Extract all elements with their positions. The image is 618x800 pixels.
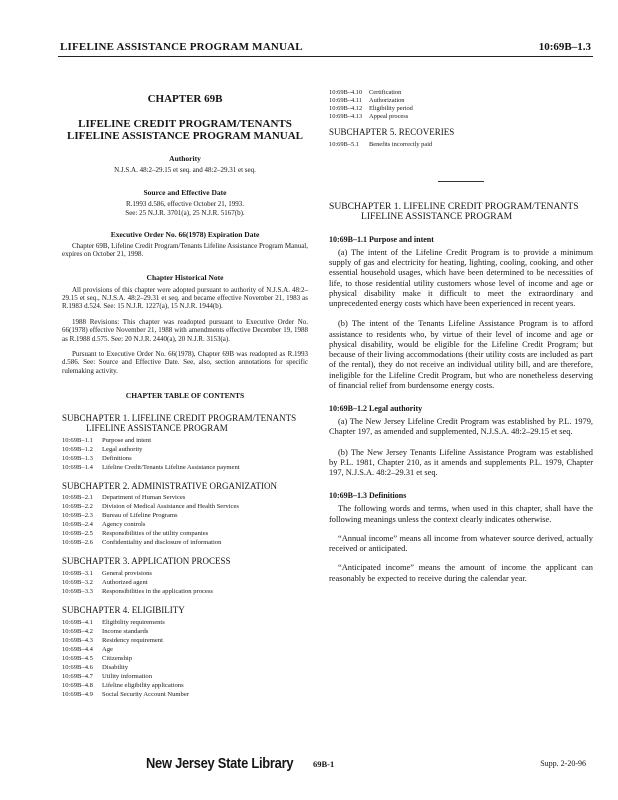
toc-subchapter-title: SUBCHAPTER 5. RECOVERIES [329,127,455,137]
authority-heading: Authority [169,153,201,163]
toc-entry-title: Certification [369,89,402,96]
toc-entry-number: 10:69B–5.1 [329,140,360,148]
toc-entry[interactable] [62,502,308,511]
toc-entry[interactable] [62,627,308,636]
toc-entry-title: Disability [102,663,129,671]
body-paragraph: (a) The intent of the Lifeline Credit Program is to provide a minimum supply of gas and electricity for heating, lighting, cooling, cooking, and other essential household usages, which have been determined to be necessities of life, to those residential utility customers whose level of income and age or physical disability make it difficult to meet the extraordinary and unprecedented energy costs which have been experienced in recent years. [329,247,593,309]
toc-entry-title: Lifeline eligibility applications [102,681,184,689]
toc-entry-number: 10:69B–4.13 [329,113,363,120]
toc-entry[interactable] [62,569,308,578]
toc-entry[interactable] [62,663,308,672]
toc-subchapter [62,557,308,596]
toc-entry-number: 10:69B–3.2 [62,579,93,587]
body-paragraph: (a) The New Jersey Lifeline Credit Program was established by P.L. 1979, Chapter 197, as amended and supplemented, N.J.S.A. 48:2–29.15 et seq. [329,417,593,437]
toc-entry[interactable] [62,520,308,529]
section-divider [438,181,484,182]
toc-entry-number: 10:69B–4.2 [62,627,93,635]
toc-entry-number: 10:69B–1.4 [62,463,93,471]
toc-entry-number: 10:69B–2.5 [62,530,93,538]
toc-entry-title: Residency requirement [102,636,163,644]
section-heading: 10:69B–1.1 Purpose and intent [329,234,434,244]
toc-entry[interactable] [62,436,308,445]
toc-entry-title: Legal authority [102,445,143,453]
chapter-title: LIFELINE CREDIT PROGRAM/TENANTS LIFELINE ASSISTANCE PROGRAM MANUAL [66,118,304,143]
section-heading: 10:69B–1.2 Legal authority [329,404,423,414]
toc-entry[interactable] [62,587,308,596]
toc-entry-number: 10:69B–1.1 [62,436,93,444]
toc-entry-number: 10:69B–4.1 [62,618,93,626]
source-heading: Source and Effective Date [143,188,227,198]
toc-entry-number: 10:69B–4.10 [329,89,363,96]
toc-entry-number: 10:69B–4.8 [62,681,93,689]
executive-order-text: Chapter 69B, Lifeline Credit Program/Tenants Lifeline Assistance Program Manual, expires on October 21, 1998. [62,241,308,259]
toc-entry-number: 10:69B–1.3 [62,454,93,462]
toc-entry-number: 10:69B–4.7 [62,672,93,680]
toc-entry[interactable] [62,445,308,454]
toc-entry-title: Department of Human Services [102,494,186,502]
header-rule [58,56,593,57]
toc-entry-title: Confidentiality and disclosure of information [102,539,222,547]
toc-entry[interactable] [62,681,308,690]
toc-entry-title: Lifeline Credit/Tenants Lifeline Assistance payment [102,463,240,471]
historical-note-heading: Chapter Historical Note [146,272,224,282]
section-heading: 10:69B–1.3 Definitions [329,491,407,501]
toc-entry[interactable] [62,463,308,472]
toc-entry-number: 10:69B–2.4 [62,521,93,529]
subchapter-heading: SUBCHAPTER 1. LIFELINE CREDIT PROGRAM/TENANTS LIFELINE ASSISTANCE PROGRAM [329,200,579,223]
toc-entry[interactable] [62,690,308,699]
toc-subchapter-title: SUBCHAPTER 1. LIFELINE CREDIT PROGRAM/TENANTS LIFELINE ASSISTANCE PROGRAM [62,413,297,433]
chapter-number: CHAPTER 69B [147,93,223,105]
toc-entry-number: 10:69B–4.11 [329,97,362,104]
toc-entry-title: General provisions [102,570,152,578]
body-paragraph: “Annual income” means all income from whatever source derived, actually received or anticipated. [329,533,593,554]
toc-entry-number: 10:69B–4.3 [62,636,93,644]
toc-entry-title: Utility information [102,672,152,680]
body-paragraph: “Anticipated income” means the amount of income the applicant can reasonably be expected to receive during the calendar year. [329,563,593,583]
historical-note-paragraph: 1988 Revisions: This chapter was readopted pursuant to Executive Order No. 66(1978) effective November 21, 1988 with amendments effective December 19, 1988 as R.1988 d.575. See: 20 N.J.R. 2440(a), 20 N.J.R. 3153(a). [62,317,308,343]
toc-entry[interactable] [62,538,308,547]
toc-entry-number: 10:69B–4.4 [62,645,93,653]
page-number: 69B-1 [313,759,335,769]
toc-entry-title: Authorization [369,97,405,104]
left-column [62,90,308,699]
source-line-1: R.1993 d.586, effective October 21, 1993. [125,200,245,209]
toc-entry-number: 10:69B–2.2 [62,503,93,511]
toc-entry-number: 10:69B–4.9 [62,690,93,698]
toc-entry-title: Purpose and intent [102,436,152,444]
running-header-code: 10:69B–1.3 [538,41,591,53]
toc-subchapter [62,606,308,699]
toc-entry-number: 10:69B–1.2 [62,445,93,453]
toc-entry-number: 10:69B–2.1 [62,494,93,502]
right-column [329,90,593,584]
toc-entry-number: 10:69B–4.6 [62,663,93,671]
toc-entry[interactable] [329,97,593,105]
toc-entry[interactable] [62,578,308,587]
toc-entry-title: Income standards [102,627,149,635]
toc-entry-title: Authorized agent [102,579,148,587]
toc-entry[interactable] [62,511,308,520]
toc-entry-number: 10:69B–2.6 [62,539,93,547]
toc-entry-number: 10:69B–2.3 [62,512,93,520]
toc-entry-title: Responsibilities of the utility companies [102,530,209,538]
toc-entry[interactable] [62,454,308,463]
toc-entry[interactable] [62,636,308,645]
executive-order-heading: Executive Order No. 66(1978) Expiration Date [110,229,260,239]
body-paragraph: (b) The intent of the Tenants Lifeline Assistance Program is to afford assistance to residents who, by virtue of their level of income and age or physical disability, would be eligible for the Lifeline Credit Program; but because of their living accommodations (their utility costs are included as part of the rental), they do not receive an individual utility bill, and are therefore, ineligible for the Lifeline Credit Program, but who are nonetheless deserving of financial relief from burdensome energy costs. [329,319,593,390]
toc-entry-title: Eligibility requirements [102,618,165,626]
toc-entry-title: Definitions [102,454,132,462]
toc-entry[interactable] [62,645,308,654]
toc-entry[interactable] [62,529,308,538]
toc-entry-title: Eligibility period [369,105,413,112]
body-paragraph: The following words and terms, when used in this chapter, shall have the following meanings unless the context clearly indicates otherwise. [329,504,593,524]
source-line-2: See: 25 N.J.R. 3701(a), 25 N.J.R. 5167(b). [125,209,245,218]
toc-entry[interactable] [329,89,593,97]
historical-note-paragraph: Pursuant to Executive Order No. 66(1978), Chapter 69B was readopted as R.1993 d.586. See: Source and Effective Date. See, also, section annotations for specific rulemaking activity. [62,350,308,375]
toc-entry-title: Division of Medical Assistance and Health Services [102,503,239,511]
toc-entry-number: 10:69B–3.3 [62,588,93,596]
toc-subchapter-title: SUBCHAPTER 4. ELIGIBILITY [62,605,185,616]
toc-entry-number: 10:69B–3.1 [62,570,93,578]
toc-subchapter [62,414,308,471]
toc-entry-title: Appeal process [369,113,409,120]
historical-note-paragraph: All provisions of this chapter were adopted pursuant to authority of N.J.S.A. 48:2–29.15 et seq., N.J.S.A. 48:2–29.31 et seq. and became effective November 21, 1983 as R.1983 d.524. See: 15 N.J.R. 1227(a), 15 N.J.R. 1944(b). [62,285,308,311]
toc-entry[interactable] [329,105,593,113]
toc-entry-number: 10:69B–4.12 [329,105,363,112]
toc-entry[interactable] [62,672,308,681]
toc-entry[interactable] [62,493,308,502]
toc-entry-title: Responsibilities in the application process [102,588,213,596]
toc-entry-number: 10:69B–4.5 [62,654,93,662]
toc-subchapter-title: SUBCHAPTER 2. ADMINISTRATIVE ORGANIZATION [62,480,278,491]
toc-entry-title: Agency controls [102,521,146,529]
supplement-date: Supp. 2-20-96 [540,759,586,768]
toc-entry[interactable] [329,113,593,121]
body-paragraph: (b) The New Jersey Tenants Lifeline Assistance Program was established by P.L. 1981, Chapter 210, as it amends and supplements P.L. 1979, Chapter 197, N.J.S.A. 48:2–29.31 et seq. [329,447,593,478]
authority-text: N.J.S.A. 48:2–29.15 et seq. and 48:2–29.31 et seq. [114,165,256,174]
toc-entry-title: Social Security Account Number [102,690,189,698]
toc-subchapter [62,482,308,548]
library-stamp: New Jersey State Library [146,755,294,772]
toc-entry[interactable] [329,141,593,149]
toc-entry-title: Citizenship [102,654,133,662]
toc-entry[interactable] [62,618,308,627]
toc-entry-title: Age [102,645,113,653]
toc-entry-title: Benefits incorrectly paid [369,140,433,148]
toc-entry-title: Bureau of Lifeline Programs [102,512,178,520]
toc-subchapter-title: SUBCHAPTER 3. APPLICATION PROCESS [62,556,231,567]
running-header-title: LIFELINE ASSISTANCE PROGRAM MANUAL [60,41,303,53]
toc-entry[interactable] [62,654,308,663]
table-of-contents-heading: CHAPTER TABLE OF CONTENTS [125,391,245,401]
